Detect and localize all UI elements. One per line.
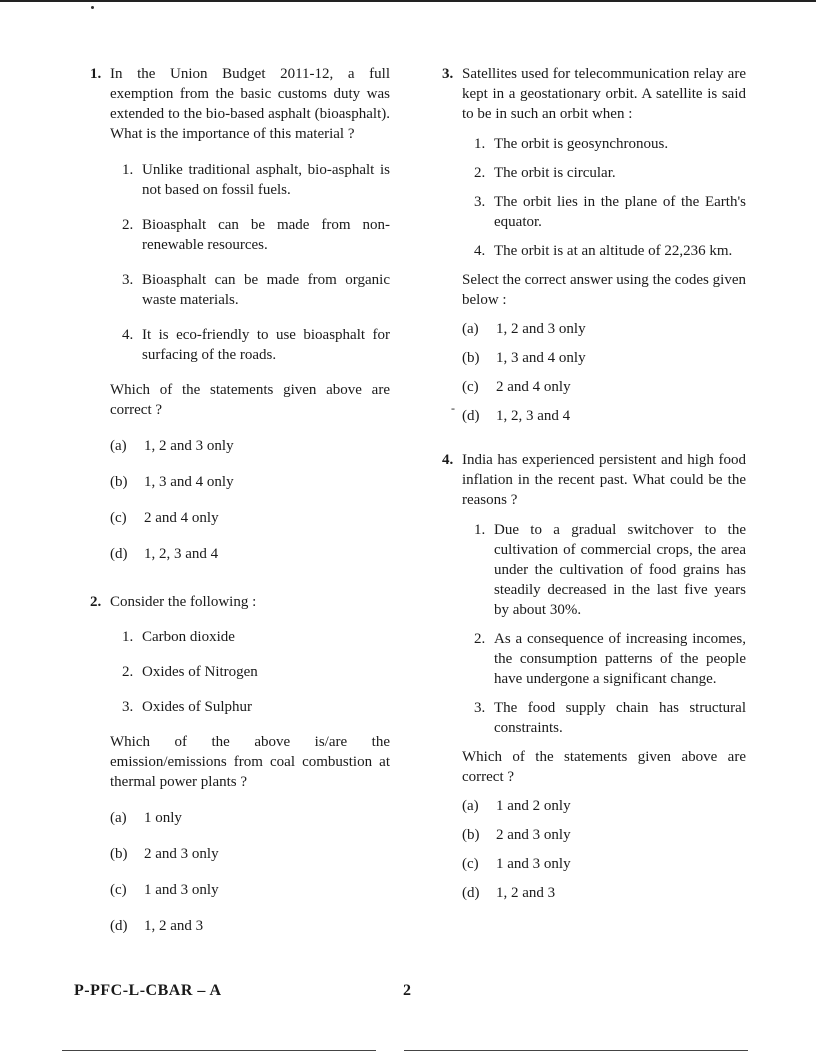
question-stem: In the Union Budget 2011-12, a full exemption from the basic customs duty was extended to the bio-based asphalt (bioasphalt). What is the importance of this material ? xyxy=(110,66,390,142)
question-instruction: Which of the above is/are the emission/emissions from coal combustion at thermal power plants ? xyxy=(110,734,390,790)
statement-text: The orbit is geosynchronous. xyxy=(494,136,669,152)
statement-number: 3. xyxy=(474,700,486,716)
answer-option xyxy=(110,916,390,936)
option-text: 1, 2 and 3 only xyxy=(496,321,586,337)
question-instruction: Select the correct answer using the codes given below : xyxy=(462,272,746,308)
question-number: 4. xyxy=(442,452,454,468)
statement-item xyxy=(122,627,390,647)
right-column xyxy=(442,64,746,903)
option-text: 1 and 3 only xyxy=(496,856,571,872)
top-rule xyxy=(0,0,816,2)
option-label: (d) xyxy=(462,885,480,901)
statement-item xyxy=(122,662,390,682)
statement-item xyxy=(474,241,746,261)
statement-text: Unlike traditional asphalt, bio-asphalt is not based on fossil fuels. xyxy=(142,162,390,198)
statement-text: Bioasphalt can be made from organic waste materials. xyxy=(142,272,390,308)
question-stem: Satellites used for telecommunication relay are kept in a geostationary orbit. A satellite is said to be in such an orbit when : xyxy=(462,66,746,122)
answer-option xyxy=(462,319,746,339)
option-label: (b) xyxy=(462,827,480,843)
statement-text: The orbit lies in the plane of the Earth's equator. xyxy=(494,194,746,230)
statement-text: It is eco-friendly to use bioasphalt for surfacing of the roads. xyxy=(142,327,390,363)
statement-text: Oxides of Nitrogen xyxy=(142,664,258,680)
option-label: (d) xyxy=(110,546,128,562)
statement-item xyxy=(474,163,746,183)
option-label: (a) xyxy=(462,321,479,337)
statement-number: 2. xyxy=(474,165,486,181)
option-text: 1, 2, 3 and 4 xyxy=(144,546,219,562)
answer-option xyxy=(462,377,746,397)
statement-number: 4. xyxy=(474,243,486,259)
statement-number: 3. xyxy=(122,699,134,715)
answer-option xyxy=(462,854,746,874)
option-label: (a) xyxy=(110,810,127,826)
option-text: 1, 3 and 4 only xyxy=(144,474,234,490)
statement-text: As a consequence of increasing incomes, the consumption patterns of the people have undergone a significant change. xyxy=(494,631,746,687)
answer-option xyxy=(110,436,390,456)
bottom-rule-right xyxy=(404,1050,748,1051)
booklet-code: P-PFC-L-CBAR – A xyxy=(74,982,222,999)
question-instruction: Which of the statements given above are correct ? xyxy=(462,749,746,785)
option-text: 1, 2, 3 and 4 xyxy=(496,408,571,424)
margin-mark: - xyxy=(451,401,455,415)
option-text: 2 and 4 only xyxy=(496,379,571,395)
statement-number: 3. xyxy=(474,194,486,210)
statement-number: 1. xyxy=(122,629,134,645)
answer-option xyxy=(110,844,390,864)
option-label: (d) xyxy=(462,408,480,424)
option-text: 2 and 3 only xyxy=(496,827,571,843)
option-text: 1, 2 and 3 only xyxy=(144,438,234,454)
answer-option xyxy=(462,796,746,816)
statement-number: 3. xyxy=(122,272,134,288)
left-column xyxy=(90,64,390,936)
bottom-rule-left xyxy=(62,1050,376,1051)
question-1 xyxy=(90,64,390,564)
answer-option xyxy=(110,880,390,900)
option-text: 2 and 4 only xyxy=(144,510,219,526)
option-text: 1, 2 and 3 xyxy=(144,918,204,934)
option-text: 1 only xyxy=(144,810,182,826)
answer-option xyxy=(462,825,746,845)
question-2 xyxy=(90,592,390,936)
answer-option xyxy=(110,472,390,492)
print-speck xyxy=(91,6,94,9)
question-instruction: Which of the statements given above are correct ? xyxy=(110,382,390,418)
option-label: (c) xyxy=(110,510,127,526)
statement-number: 2. xyxy=(122,217,134,233)
option-label: (c) xyxy=(110,882,127,898)
question-number: 2. xyxy=(90,594,102,610)
question-stem: Consider the following : xyxy=(110,594,257,610)
answer-option xyxy=(110,544,390,564)
answer-option xyxy=(110,508,390,528)
statement-item xyxy=(474,134,746,154)
statement-item xyxy=(122,697,390,717)
answer-option xyxy=(110,808,390,828)
answer-option xyxy=(462,406,746,426)
option-text: 2 and 3 only xyxy=(144,846,219,862)
statement-text: Due to a gradual switchover to the cultivation of commercial crops, the area under the cultivation of food grains has steadily decreased in the last five years by about 30%. xyxy=(494,522,746,618)
statement-item xyxy=(474,698,746,738)
statement-number: 2. xyxy=(122,664,134,680)
statement-text: The orbit is at an altitude of 22,236 km. xyxy=(494,243,733,259)
question-4 xyxy=(442,450,746,903)
option-label: (c) xyxy=(462,856,479,872)
statement-item xyxy=(122,160,390,200)
statement-item xyxy=(474,520,746,620)
answer-option xyxy=(462,348,746,368)
option-text: 1, 2 and 3 xyxy=(496,885,556,901)
option-label: (a) xyxy=(462,798,479,814)
option-text: 1, 3 and 4 only xyxy=(496,350,586,366)
statement-number: 4. xyxy=(122,327,134,343)
option-label: (c) xyxy=(462,379,479,395)
statement-item xyxy=(474,629,746,689)
statement-number: 1. xyxy=(474,522,486,538)
statement-item xyxy=(474,192,746,232)
statement-number: 1. xyxy=(474,136,486,152)
option-label: (b) xyxy=(110,846,128,862)
option-label: (a) xyxy=(110,438,127,454)
statement-text: Bioasphalt can be made from non-renewable resources. xyxy=(142,217,390,253)
statement-text: Carbon dioxide xyxy=(142,629,235,645)
statement-item xyxy=(122,325,390,365)
question-number: 3. xyxy=(442,66,454,82)
statement-number: 2. xyxy=(474,631,486,647)
statement-item xyxy=(122,270,390,310)
option-label: (b) xyxy=(462,350,480,366)
option-text: 1 and 3 only xyxy=(144,882,219,898)
statement-text: The food supply chain has structural constraints. xyxy=(494,700,746,736)
answer-option xyxy=(462,883,746,903)
statement-text: Oxides of Sulphur xyxy=(142,699,252,715)
statement-item xyxy=(122,215,390,255)
question-stem: India has experienced persistent and high food inflation in the recent past. What could be the reasons ? xyxy=(462,452,746,508)
question-3 xyxy=(442,64,746,426)
question-number: 1. xyxy=(90,66,102,82)
statement-number: 1. xyxy=(122,162,134,178)
statement-text: The orbit is circular. xyxy=(494,165,616,181)
option-label: (d) xyxy=(110,918,128,934)
page-number: 2 xyxy=(403,982,411,999)
option-text: 1 and 2 only xyxy=(496,798,571,814)
option-label: (b) xyxy=(110,474,128,490)
